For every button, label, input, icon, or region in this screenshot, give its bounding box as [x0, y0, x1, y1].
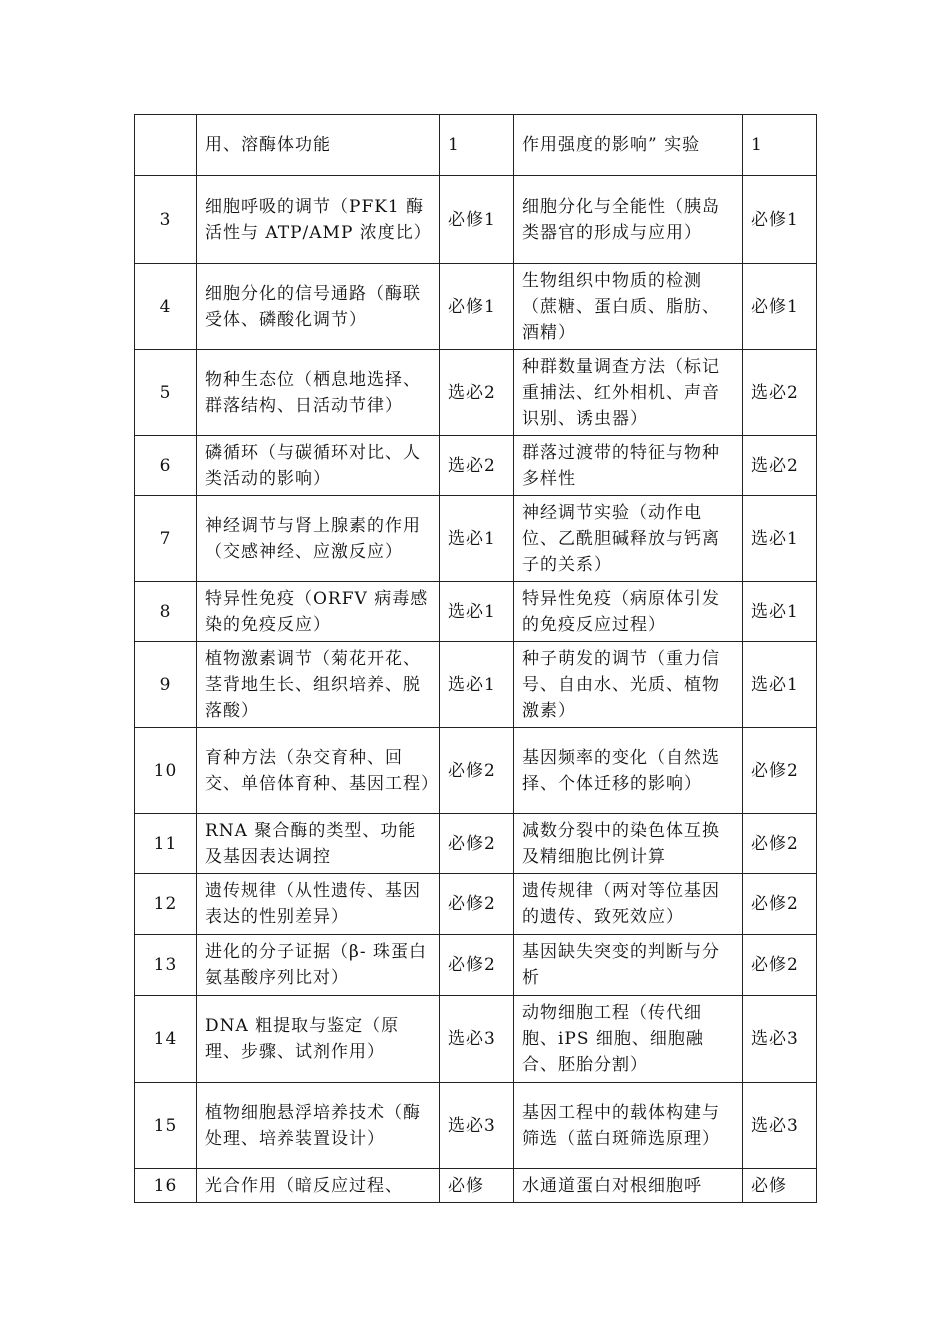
topic-cell: 植物细胞悬浮培养技术（酶处理、培养装置设计）: [197, 1083, 440, 1169]
question-number: 6: [135, 436, 197, 496]
module-cell: 必修1: [743, 264, 817, 350]
table-row: [135, 814, 817, 874]
module-cell: 必修1: [743, 176, 817, 264]
topic-cell: 种子萌发的调节（重力信号、自由水、光质、植物激素）: [514, 642, 743, 728]
topic-cell: RNA 聚合酶的类型、功能及基因表达调控: [197, 814, 440, 874]
module-cell: 选必1: [743, 496, 817, 582]
module-cell: 必修2: [440, 874, 514, 935]
module-cell: 选必3: [440, 1083, 514, 1169]
topic-cell: DNA 粗提取与鉴定（原理、步骤、试剂作用）: [197, 996, 440, 1083]
topic-cell: 细胞呼吸的调节（PFK1 酶活性与 ATP/AMP 浓度比）: [197, 176, 440, 264]
question-number: 14: [135, 996, 197, 1083]
module-cell: 选必2: [743, 350, 817, 436]
module-cell: 选必1: [743, 582, 817, 642]
question-number: 10: [135, 728, 197, 814]
topic-cell: 神经调节实验（动作电位、乙酰胆碱释放与钙离子的关系）: [514, 496, 743, 582]
module-cell: 必修2: [743, 814, 817, 874]
module-cell: 选必1: [440, 582, 514, 642]
table-row: [135, 436, 817, 496]
topic-cell: 遗传规律（两对等位基因的遗传、致死效应）: [514, 874, 743, 935]
module-cell: 必修1: [440, 176, 514, 264]
module-cell: 必修2: [440, 814, 514, 874]
topic-cell: 基因频率的变化（自然选择、个体迁移的影响）: [514, 728, 743, 814]
question-number: 12: [135, 874, 197, 935]
module-cell: 选必2: [440, 350, 514, 436]
question-number: 11: [135, 814, 197, 874]
topic-cell: 减数分裂中的染色体互换及精细胞比例计算: [514, 814, 743, 874]
module-cell: 1: [440, 115, 514, 176]
table-row: [135, 996, 817, 1083]
module-cell: 选必1: [440, 496, 514, 582]
question-number: 9: [135, 642, 197, 728]
topic-cell: 作用强度的影响” 实验: [514, 115, 743, 176]
topic-cell: 磷循环（与碳循环对比、人类活动的影响）: [197, 436, 440, 496]
table-row: [135, 176, 817, 264]
module-cell: 1: [743, 115, 817, 176]
table-row: [135, 115, 817, 176]
module-cell: 选必3: [743, 996, 817, 1083]
module-cell: 必修: [743, 1169, 817, 1203]
module-cell: 选必1: [440, 642, 514, 728]
question-number: 5: [135, 350, 197, 436]
topic-cell: 用、溶酶体功能: [197, 115, 440, 176]
topic-cell: 光合作用（暗反应过程、: [197, 1169, 440, 1203]
table-row: [135, 1083, 817, 1169]
topic-cell: 基因缺失突变的判断与分析: [514, 935, 743, 996]
question-number: 15: [135, 1083, 197, 1169]
topic-cell: 特异性免疫（病原体引发的免疫反应过程）: [514, 582, 743, 642]
module-cell: 选必1: [743, 642, 817, 728]
module-cell: 必修2: [743, 728, 817, 814]
module-cell: 必修2: [440, 935, 514, 996]
module-cell: 选必3: [440, 996, 514, 1083]
topic-cell: 遗传规律（从性遗传、基因表达的性别差异）: [197, 874, 440, 935]
module-cell: 选必2: [743, 436, 817, 496]
topic-cell: 细胞分化的信号通路（酶联受体、磷酸化调节）: [197, 264, 440, 350]
topic-cell: 群落过渡带的特征与物种多样性: [514, 436, 743, 496]
topic-cell: 水通道蛋白对根细胞呼: [514, 1169, 743, 1203]
question-number: 13: [135, 935, 197, 996]
module-cell: 必修2: [743, 874, 817, 935]
module-cell: 必修2: [440, 728, 514, 814]
table-row: [135, 1169, 817, 1203]
table-row: [135, 874, 817, 935]
table-row: [135, 935, 817, 996]
topic-cell: 细胞分化与全能性（胰岛类器官的形成与应用）: [514, 176, 743, 264]
topic-cell: 动物细胞工程（传代细胞、iPS 细胞、细胞融合、胚胎分割）: [514, 996, 743, 1083]
topic-cell: 物种生态位（栖息地选择、群落结构、日活动节律）: [197, 350, 440, 436]
table-row: [135, 642, 817, 728]
module-cell: 必修1: [440, 264, 514, 350]
topic-cell: 植物激素调节（菊花开花、茎背地生长、组织培养、脱落酸）: [197, 642, 440, 728]
topic-cell: 育种方法（杂交育种、回交、单倍体育种、基因工程）: [197, 728, 440, 814]
table-row: [135, 582, 817, 642]
module-cell: 选必3: [743, 1083, 817, 1169]
question-number: [135, 115, 197, 176]
question-number: 8: [135, 582, 197, 642]
module-cell: 必修2: [743, 935, 817, 996]
topic-cell: 生物组织中物质的检测（蔗糖、蛋白质、脂肪、酒精）: [514, 264, 743, 350]
module-cell: 必修: [440, 1169, 514, 1203]
table-row: [135, 728, 817, 814]
table-row: [135, 350, 817, 436]
module-cell: 选必2: [440, 436, 514, 496]
topic-cell: 神经调节与肾上腺素的作用（交感神经、应激反应）: [197, 496, 440, 582]
table-body: [135, 115, 817, 1203]
topic-cell: 进化的分子证据（β- 珠蛋白氨基酸序列比对）: [197, 935, 440, 996]
question-number: 16: [135, 1169, 197, 1203]
table-row: [135, 264, 817, 350]
topic-cell: 特异性免疫（ORFV 病毒感染的免疫反应）: [197, 582, 440, 642]
question-number: 7: [135, 496, 197, 582]
topic-cell: 种群数量调查方法（标记重捕法、红外相机、声音识别、诱虫器）: [514, 350, 743, 436]
question-number: 4: [135, 264, 197, 350]
question-number: 3: [135, 176, 197, 264]
table-row: [135, 496, 817, 582]
knowledge-point-table: [134, 114, 817, 1203]
topic-cell: 基因工程中的载体构建与筛选（蓝白斑筛选原理）: [514, 1083, 743, 1169]
